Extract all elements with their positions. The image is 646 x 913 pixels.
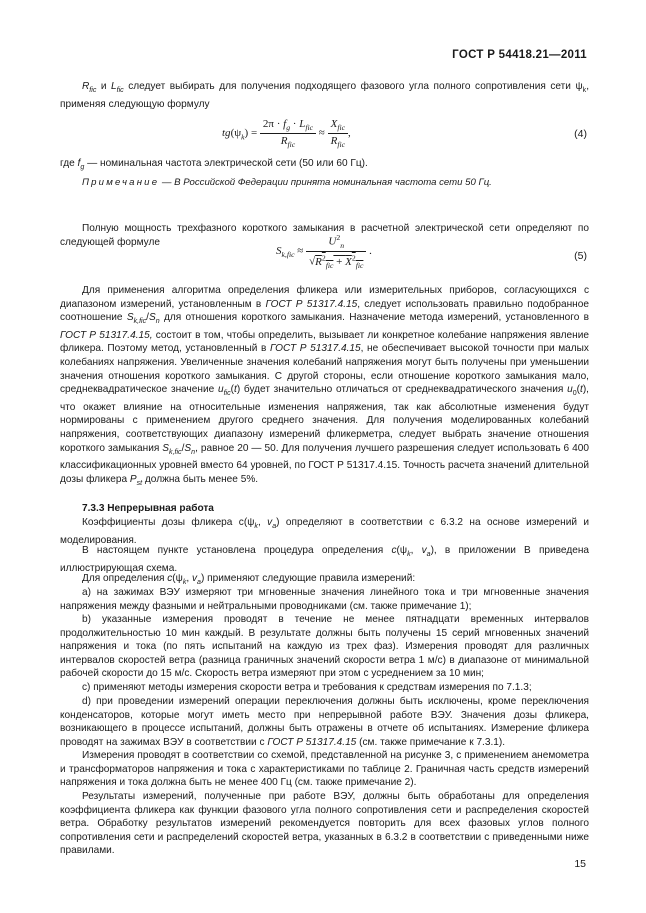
list-item-b: b) указанные измерения проводят в течение не менее пятнадцати временных интервалов продолжительностью 10 мин каждый. В результате должны быть получены 15 серий мгновенных значений напряжения и тока (по пять испытаний на каждую из трех фаз). Измерения проводят для различных интервалов скоростей ветра (разница граничных значений скорости ветра 1 м/с) в диапазоне от минимальной рабочей скорости до 15 м/с. Скорость ветра измеряют при этом с усреднением за 10 мин; — [60, 614, 589, 680]
section-heading-7-3-3: 7.3.3 Непрерывная работа — [82, 503, 214, 514]
page-number: 15 — [574, 858, 586, 870]
paragraph-coefficients: Коэффициенты дозы фликера $c(\psi_k$, $v_a$) определяют в соответствии с 6.3.2 на основе измерений и моделирования. — [60, 517, 590, 546]
formula-4-number: (4) — [574, 128, 587, 140]
paragraph-procedure: В настоящем пункте установлена процедура определения $c(\psi_k$, $v_a$), в приложении В приведена иллюстрирующая схема. — [60, 545, 590, 574]
list-item-c: c) применяют методы измерения скорости ветра и требования к средствам измерения по 7.1.3; — [82, 682, 532, 693]
note-text: — В Российской Федерации принята номинальная частота сети 50 Гц. — [159, 177, 492, 188]
list-item-d: d) при проведении измерений операции переключения должны быть исключены, кроме переключения конденсаторов, которые могут иметь место при непрерывной работе ВЭУ. Значения дозы фликера, возникающего в процессе испытаний, должны быть отражены в отчете об испытаниях. Измерение фликера проводят на зажимах ВЭУ в соответствии с ГОСТ Р 51317.4.15 (см. также примечание к 7.3.1). — [60, 696, 589, 748]
paragraph-rules: Для определения $c(\psi_k$, $v_a$) применяют следующие правила измерений: — [82, 573, 416, 587]
list-item-a: а) на зажимах ВЭУ измеряют три мгновенные значения линейного тока и три мгновенные значения напряжения между фазными и нейтральными проводниками (см. также примечание 1); — [60, 587, 589, 612]
note-label: Примечание — [82, 177, 160, 188]
formula-5-number: (5) — [574, 250, 587, 262]
paragraph-rfic: $R_{fic}$ и $L_{fic}$ следует выбирать для получения подходящего фазового угла полного сопротивления сети $\psi_k$, применяя следующую формулу — [60, 81, 589, 110]
note — [60, 176, 589, 190]
paragraph-short-circuit: Полную мощность трехфазного короткого замыкания в расчетной электрической сети определяют по следующей формуле — [60, 223, 589, 248]
paragraph-algorithm: Для применения алгоритма определения фликера или измерительных приборов, согласующихся с диапазоном измерений, установленным в ГОСТ Р 51317.4.15, следует использовать правильно подобранное соотношение $S_{k,fic}/S_n$ для отношения короткого замыкания. Назначение метода измерений, установленного в ГОСТ Р 51317.4.15, состоит в том, чтобы определить, вызывает ли конкретное колебание напряжения явление фликера. Поэтому метод, установленный в ГОСТ Р 51317.4.15, не обеспечивает высокой точности при малых колебаниях напряжения. Увеличенные значения колебаний напряжения могут быть получены при уменьшении значения отношения короткого замыкания. С другой стороны, если отношение короткого замыкания мало, среднеквадратическое значение $u_{fic}(t)$ будет значительно отличаться от среднеквадратического значения $u_0(t)$, что окажет влияние на относительные изменения напряжения, так как абсолютные изменения будут нормированы с применением другого среднего значения. Для получения моделированных колебаний напряжения, соответствующих диапазону измерений фликерметра, следует выбрать значение отношения короткого замыкания $S_{k,fic}/S_n$, равное 20 — 50. Для получения лучшего разрешения следует использовать 6 400 классификационных уровней вместо 64 уровней, по ГОСТ Р 51317.4.15. Точность расчета значений длительной дозы фликера $P_{st}$ должна быть менее 5%. — [60, 285, 590, 487]
formula-5: $S_{k,fic}$ ≈ $\frac{U^2_n}{√R^2_{fic} + X^2_{fic}}$ . — [276, 233, 372, 270]
paragraph-results: Результаты измерений, полученные при работе ВЭУ, должны быть обработаны для определения коэффициента фликера как функции фазового угла полного сопротивления сети и распределения скоростей ветра. Обработку результатов измерений рекомендуется повторить для всех фазовых углов полного сопротивления сети и распределений скоростей ветра, указанных в 6.3.2 в соответствии с приведенными ниже правилами. — [60, 791, 589, 857]
formula-4: $tg(\psi_k)$ = $\frac{2\pi \cdot f_g \cdot L_{fic}}{R_{fic}}$ ≈ $\frac{X_{fic}}{R_{fic}}$ , — [222, 118, 351, 150]
document-header: ГОСТ Р 54418.21—2011 — [452, 49, 587, 61]
paragraph-fg: где $f_g$ — номинальная частота электрической сети (50 или 60 Гц). — [60, 158, 368, 172]
paragraph-measurements: Измерения проводят в соответствии со схемой, представленной на рисунке 3, с применением анемометра и трансформаторов напряжения и тока с характеристиками по таблице 2. Граничная часть средств измерений напряжения и тока должна быть не менее 400 Гц (см. также примечание 2). — [60, 750, 589, 789]
